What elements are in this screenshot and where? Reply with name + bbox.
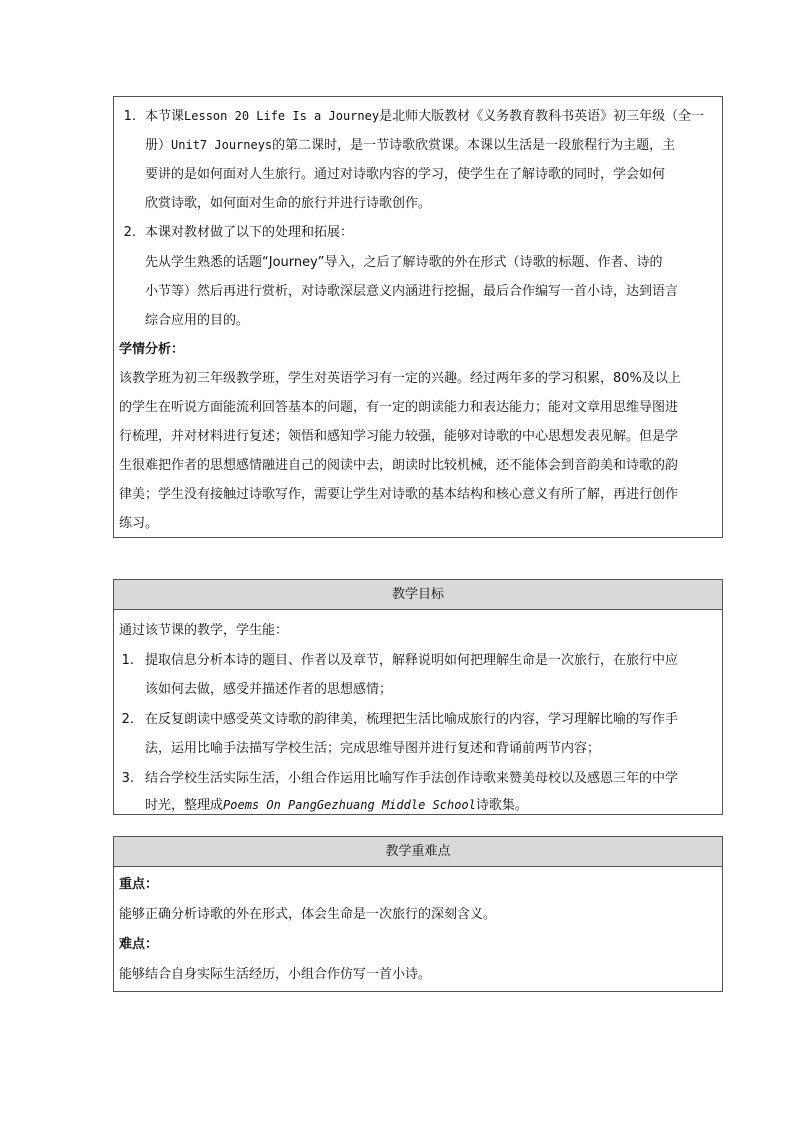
item2-line4 bbox=[114, 306, 722, 335]
item2-line1 bbox=[114, 218, 722, 247]
difficult-point-text: 能够结合自身实际生活经历，小组合作仿写一首小诗。 bbox=[119, 967, 432, 982]
goal1-line2 bbox=[114, 675, 722, 704]
item1-line1 bbox=[114, 102, 722, 131]
goal2-number: 2. bbox=[121, 712, 134, 727]
analysis-title: 学情分析： bbox=[119, 342, 185, 357]
difficult-point-line bbox=[114, 960, 722, 989]
key-point-title: 重点： bbox=[119, 877, 159, 892]
teaching-goals-box bbox=[113, 579, 723, 815]
analysis-line bbox=[114, 480, 722, 509]
analysis-line bbox=[114, 509, 722, 538]
goals-intro: 通过该节课的教学，学生能： bbox=[119, 623, 289, 638]
difficult-point-title: 难点： bbox=[119, 937, 159, 952]
item1-lesson-title: Lesson 20 Life Is a Journey bbox=[184, 109, 380, 123]
analysis-line bbox=[114, 422, 722, 451]
item2-text: 先从学生熟悉的话题“Journey”导入，之后了解诗歌的外在形式（诗歌的标题、作者、诗的 bbox=[145, 255, 663, 270]
analysis-text: 的学生在听说方面能流利回答基本的问题，有一定的朗读能力和表达能力；能对文章用思维导图进 bbox=[119, 400, 679, 415]
intro-section-box bbox=[113, 96, 723, 538]
analysis-text: 该教学班为初三年级教学班，学生对英语学习有一定的兴趣。经过两年多的学习积累，80%及以上 bbox=[119, 371, 681, 386]
goal3-text: 诗歌集。 bbox=[475, 798, 528, 813]
goal2-line1 bbox=[114, 705, 722, 734]
goal2-line2 bbox=[114, 734, 722, 763]
analysis-line bbox=[114, 451, 722, 480]
item1-text: 要讲的是如何面对人生旅行。通过对诗歌内容的学习，使学生在了解诗歌的同时，学会如何 bbox=[145, 167, 666, 182]
goal1-line1 bbox=[114, 646, 722, 675]
key-difficult-points-header: 教学重难点 bbox=[114, 837, 722, 867]
item1-text: 欣赏诗歌，如何面对生命的旅行并进行诗歌创作。 bbox=[145, 196, 432, 211]
item2-text: 小节等）然后再进行赏析，对诗歌深层意义内涵进行挖掘，最后合作编写一首小诗，达到语言 bbox=[145, 284, 679, 299]
analysis-line bbox=[114, 393, 722, 422]
goal3-text: 时光，整理成 bbox=[145, 798, 224, 813]
item1-line4 bbox=[114, 189, 722, 218]
goal1-text: 该如何去做，感受并描述作者的思想感情； bbox=[145, 682, 393, 697]
analysis-line bbox=[114, 364, 722, 393]
item1-text: 本节课 bbox=[145, 109, 185, 124]
item2-text: 本课对教材做了以下的处理和拓展： bbox=[145, 225, 354, 240]
analysis-text: 行梳理，并对材料进行复述；领悟和感知学习能力较强，能够对诗歌的中心思想发表见解。但是学 bbox=[119, 429, 679, 444]
analysis-text: 律美；学生没有接触过诗歌写作，需要让学生对诗歌的基本结构和核心意义有所了解，再进行创作 bbox=[119, 487, 679, 502]
analysis-text: 练习。 bbox=[119, 516, 159, 531]
goal2-text: 在反复朗读中感受英文诗歌的韵律美，梳理把生活比喻成旅行的内容，学习理解比喻的写作手 bbox=[145, 712, 679, 727]
goal2-text: 法，运用比喻手法描写学校生活；完成思维导图并进行复述和背诵前两节内容； bbox=[145, 741, 601, 756]
item1-unit-title: Unit7 Journeys bbox=[171, 138, 273, 152]
key-difficult-points-box bbox=[113, 836, 723, 992]
goals-intro-line bbox=[114, 616, 722, 645]
item1-line2 bbox=[114, 131, 722, 160]
goal1-text: 提取信息分析本诗的题目、作者以及章节，解释说明如何把理解生命是一次旅行，在旅行中应 bbox=[145, 653, 679, 668]
item2-text: 综合应用的目的。 bbox=[145, 313, 250, 328]
item1-line3 bbox=[114, 160, 722, 189]
key-point-title-line bbox=[114, 870, 722, 899]
item1-text: 是北师大版教材《义务教育教科书英语》初三年级（全一 bbox=[379, 109, 705, 124]
item1-number: 1. bbox=[123, 109, 136, 124]
poem-collection-title: Poems On PangGezhuang Middle School bbox=[223, 798, 476, 812]
goal3-line1 bbox=[114, 764, 722, 793]
analysis-text: 生很难把作者的思想感情融进自己的阅读中去，朗读时比较机械，还不能体会到音韵美和诗歌的韵 bbox=[119, 458, 679, 473]
item2-line3 bbox=[114, 277, 722, 306]
item2-number: 2. bbox=[123, 225, 136, 240]
item2-line2 bbox=[114, 248, 722, 277]
item1-text: 册） bbox=[145, 138, 172, 153]
key-point-line bbox=[114, 900, 722, 929]
goal3-number: 3. bbox=[121, 771, 134, 786]
goal1-number: 1. bbox=[121, 653, 134, 668]
difficult-point-title-line bbox=[114, 930, 722, 959]
goal3-line2 bbox=[114, 791, 722, 820]
item1-text: 的第二课时，是一节诗歌欣赏课。本课以生活是一段旅程行为主题，主 bbox=[272, 138, 676, 153]
goal3-text: 结合学校生活实际生活，小组合作运用比喻写作手法创作诗歌来赞美母校以及感恩三年的中学 bbox=[145, 771, 679, 786]
analysis-heading-line bbox=[114, 335, 722, 364]
key-point-text: 能够正确分析诗歌的外在形式，体会生命是一次旅行的深刻含义。 bbox=[119, 907, 497, 922]
teaching-goals-header: 教学目标 bbox=[114, 580, 722, 610]
